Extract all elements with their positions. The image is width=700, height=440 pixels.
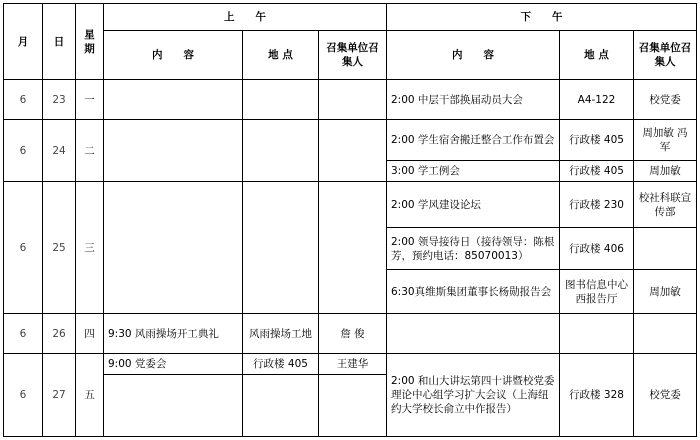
- am-content-cell: 9:00 党委会: [104, 354, 243, 375]
- weekday-cell: 二: [76, 120, 104, 182]
- pm-content-cell: 2:00 学风建设论坛: [387, 182, 560, 228]
- header-afternoon: 下 午: [387, 4, 697, 31]
- am-convener-cell: [319, 375, 387, 437]
- header-am-location: 地 点: [243, 31, 319, 80]
- header-day: 日: [43, 4, 76, 80]
- schedule-table: [3, 3, 697, 437]
- table-row: [4, 182, 697, 228]
- am-content-cell: [104, 120, 243, 182]
- table-row: [4, 354, 697, 375]
- month-cell: 6: [4, 80, 43, 120]
- month-cell: 6: [4, 120, 43, 182]
- pm-location-cell: 行政楼 406: [560, 228, 634, 270]
- am-location-cell: 行政楼 405: [243, 354, 319, 375]
- month-cell: 6: [4, 182, 43, 314]
- am-location-cell: [243, 120, 319, 182]
- pm-location-cell: A4-122: [560, 80, 634, 120]
- pm-content-cell: 2:00 领导接待日（接待领导：陈根芳，预约电话：85070013）: [387, 228, 560, 270]
- day-cell: 25: [43, 182, 76, 314]
- am-content-cell: [104, 375, 243, 437]
- am-convener-cell: [319, 120, 387, 182]
- pm-location-cell: 行政楼 405: [560, 161, 634, 182]
- table-row: [4, 120, 697, 161]
- am-convener-cell: [319, 80, 387, 120]
- pm-content-cell: 3:00 学工例会: [387, 161, 560, 182]
- pm-content-cell: 2:00 学生宿舍搬迁整合工作布置会: [387, 120, 560, 161]
- pm-convener-cell: 校党委: [634, 354, 697, 437]
- header-pm-content: 内 容: [387, 31, 560, 80]
- month-cell: 6: [4, 314, 43, 354]
- month-cell: 6: [4, 354, 43, 437]
- day-cell: 24: [43, 120, 76, 182]
- pm-convener-cell: 校社科联宣传部: [634, 182, 697, 228]
- am-content-cell: [104, 182, 243, 314]
- pm-location-cell: 图书信息中心西报告厅: [560, 270, 634, 314]
- am-content-cell: 9:30 风雨操场开工典礼: [104, 314, 243, 354]
- pm-convener-cell: [634, 228, 697, 270]
- pm-convener-cell: 校党委: [634, 80, 697, 120]
- pm-convener-cell: [634, 314, 697, 354]
- header-month: 月: [4, 4, 43, 80]
- weekday-cell: 五: [76, 354, 104, 437]
- header-morning: 上 午: [104, 4, 387, 31]
- pm-content-cell: 2:00 中层干部换届动员大会: [387, 80, 560, 120]
- pm-content-cell: [387, 314, 560, 354]
- day-cell: 26: [43, 314, 76, 354]
- am-location-cell: [243, 182, 319, 314]
- pm-convener-cell: 周加敏: [634, 270, 697, 314]
- header-weekday: 星期: [76, 4, 104, 80]
- pm-location-cell: 行政楼 328: [560, 354, 634, 437]
- header-am-content: 内 容: [104, 31, 243, 80]
- pm-location-cell: [560, 314, 634, 354]
- weekday-cell: 三: [76, 182, 104, 314]
- pm-content-cell: 6:30真维斯集团董事长杨勋报告会: [387, 270, 560, 314]
- pm-content-cell: 2:00 和山大讲坛第四十讲暨校党委理论中心组学习扩大会议（上海纽约大学校长俞立中作报告）: [387, 354, 560, 437]
- am-convener-cell: [319, 182, 387, 314]
- pm-convener-cell: 周加敏: [634, 161, 697, 182]
- weekday-cell: 一: [76, 80, 104, 120]
- pm-location-cell: 行政楼 230: [560, 182, 634, 228]
- table-row: [4, 314, 697, 354]
- table-row: [4, 80, 697, 120]
- am-convener-cell: 王建华: [319, 354, 387, 375]
- header-pm-convener: 召集单位召集人: [634, 31, 697, 80]
- am-location-cell: [243, 375, 319, 437]
- pm-convener-cell: 周加敏 冯 军: [634, 120, 697, 161]
- am-location-cell: [243, 80, 319, 120]
- am-convener-cell: 詹 俊: [319, 314, 387, 354]
- day-cell: 27: [43, 354, 76, 437]
- header-pm-location: 地 点: [560, 31, 634, 80]
- weekday-cell: 四: [76, 314, 104, 354]
- pm-location-cell: 行政楼 405: [560, 120, 634, 161]
- header-am-convener: 召集单位召集人: [319, 31, 387, 80]
- am-location-cell: 风雨操场工地: [243, 314, 319, 354]
- day-cell: 23: [43, 80, 76, 120]
- am-content-cell: [104, 80, 243, 120]
